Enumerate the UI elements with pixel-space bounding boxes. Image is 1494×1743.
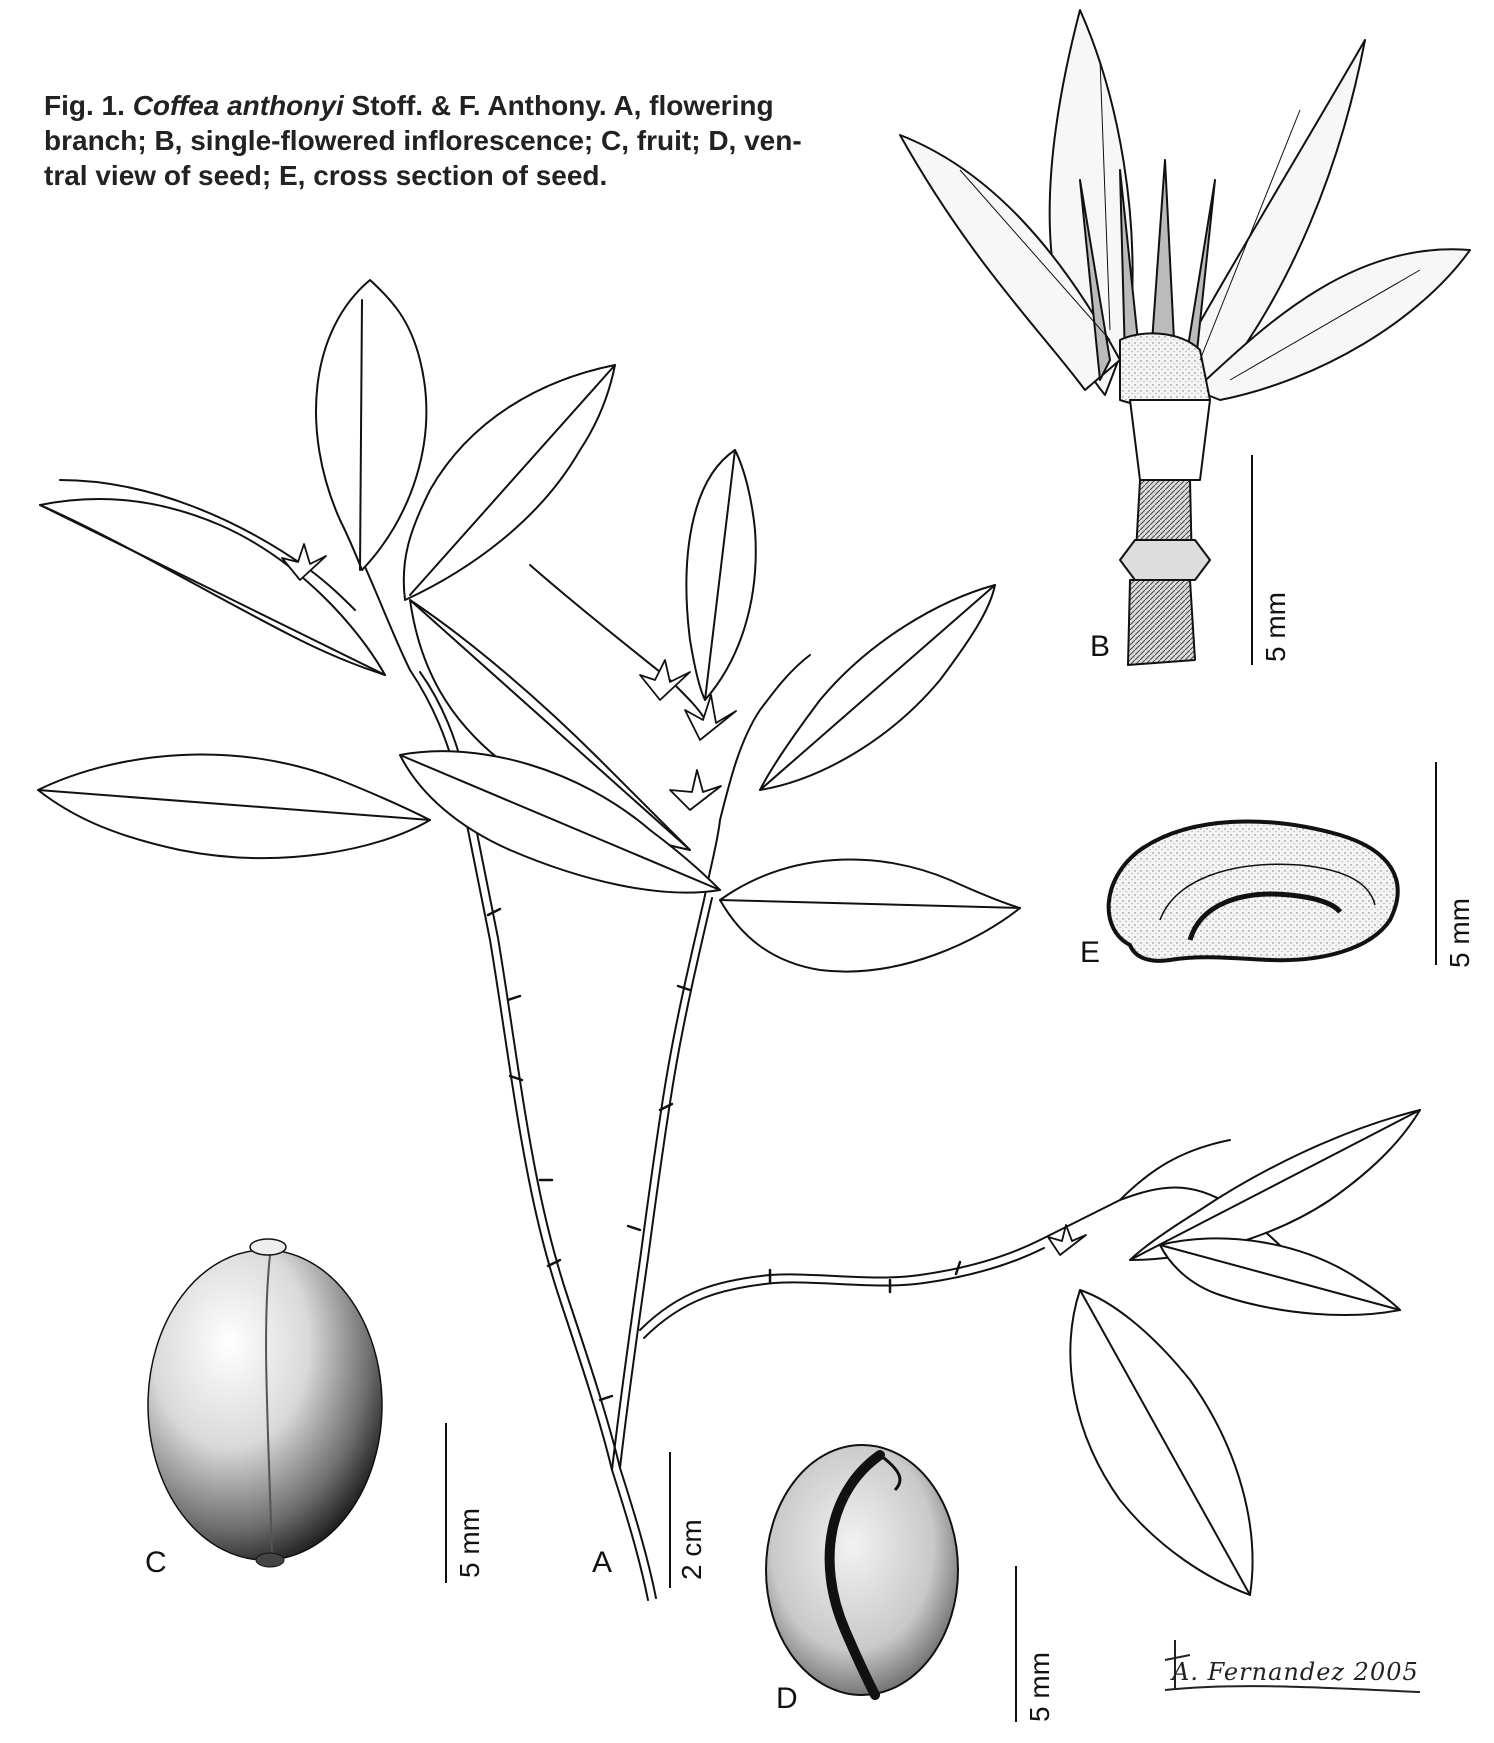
stem-base bbox=[1128, 580, 1195, 665]
fruit-apex bbox=[250, 1239, 286, 1255]
scale-label-d: 5 mm bbox=[1024, 1652, 1055, 1722]
artist-signature: A. Fernandez 2005 bbox=[1172, 1658, 1419, 1686]
scale-label-a: 2 cm bbox=[676, 1519, 707, 1580]
bracts bbox=[1120, 540, 1210, 580]
panel-label-e: E bbox=[1080, 936, 1101, 969]
horizontal-stem bbox=[640, 1200, 1120, 1330]
caption-line-1-rest: A, flowering bbox=[613, 90, 774, 121]
panel-label-b: B bbox=[1090, 630, 1111, 663]
caption-line-2: branch; B, single-flowered inflorescence; C, fruit; D, ven- bbox=[44, 125, 802, 156]
seed-drawing bbox=[766, 1445, 958, 1695]
caption-line-3: tral view of seed; E, cross section of seed. bbox=[44, 160, 608, 191]
flower-drawing bbox=[900, 10, 1470, 665]
caption-species: Coffea anthonyi bbox=[132, 90, 344, 121]
panel-label-d: D bbox=[776, 1682, 798, 1715]
fruit-body bbox=[148, 1250, 382, 1560]
calyx bbox=[1130, 400, 1210, 480]
seed-section-outline bbox=[1109, 821, 1398, 960]
scale-label-e: 5 mm bbox=[1444, 898, 1475, 968]
figure-caption bbox=[44, 88, 844, 193]
seed-cross-section-drawing bbox=[1109, 821, 1398, 960]
fruit-base bbox=[256, 1553, 284, 1567]
caption-fig-number: Fig. 1. bbox=[44, 90, 125, 121]
caption-line-1 bbox=[44, 88, 844, 123]
fruit-drawing bbox=[148, 1239, 382, 1567]
scale-label-b: 5 mm bbox=[1260, 592, 1291, 662]
panel-label-a: A bbox=[592, 1546, 613, 1579]
side-stem bbox=[612, 820, 720, 1470]
caption-authority: Stoff. & F. Anthony. bbox=[351, 90, 607, 121]
scale-label-c: 5 mm bbox=[454, 1508, 485, 1578]
panel-label-c: C bbox=[145, 1546, 167, 1579]
